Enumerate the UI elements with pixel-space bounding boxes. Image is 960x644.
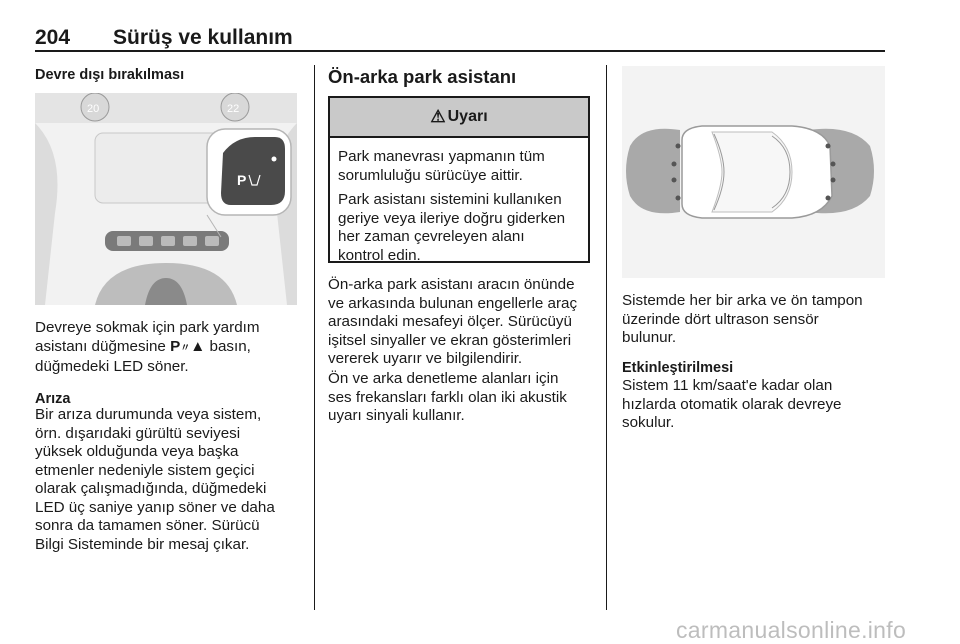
button-p-label: P [237, 172, 247, 188]
figure-sensor-zones [622, 66, 885, 278]
right-paragraph-1 [622, 292, 884, 348]
dial-right-value: 22 [227, 103, 240, 115]
text-line: düğmedeki LED söner. [35, 358, 189, 375]
text-line: bulunur. [622, 329, 677, 346]
text-line: her zaman çevreleyen alanı [338, 228, 525, 245]
page-header-title: Sürüş ve kullanım [113, 26, 293, 49]
header-rule [35, 50, 885, 52]
text-line: basın, [209, 337, 251, 355]
dial-left-value: 20 [87, 103, 100, 115]
column-divider-right [606, 65, 607, 610]
text-line: hızlarda otomatik olarak devreye [622, 395, 842, 413]
section-heading-deactivation: Devre dışı bırakılması [35, 67, 185, 83]
warning-paragraph-2 [338, 191, 580, 265]
text-line: sokulur. [622, 414, 675, 431]
warning-box [328, 96, 590, 263]
text-line: olarak çalışmadığında, düğmedeki [35, 480, 267, 497]
figure-console-button [35, 93, 297, 305]
text-line: sorumluluğu sürücüye aittir. [338, 166, 523, 184]
text-line: geriye veya ileriye doğru giderken [338, 209, 566, 227]
text-line: Bir arıza durumunda veya sistem, [35, 406, 262, 423]
warning-title: Uyarı [447, 108, 488, 125]
right-paragraph-2 [622, 377, 884, 433]
text-line: sonra da tamamen söner. Sürücü [35, 517, 260, 534]
text-line: Ön ve arka denetleme alanları için [328, 370, 559, 387]
middle-paragraph-2 [328, 370, 600, 426]
text-line: ve arkasında bulunan engellerle araç [328, 294, 578, 312]
text-line: etmenler nedeniyle sistem geçici [35, 461, 255, 479]
text-line: Park asistanı sistemini kullanıken [338, 191, 562, 208]
text-line: Sistemde her bir arka ve ön tampon [622, 292, 863, 309]
text-line: vererek uyarır ve bilgilendirir. [328, 350, 523, 367]
park-assist-icon: P〃▲ [170, 337, 206, 355]
text-line: asistanı düğmesine [35, 337, 166, 355]
middle-paragraph-1 [328, 276, 600, 369]
text-line: üzerinde dört ultrason sensör [622, 310, 819, 328]
text-line: yüksek olduğunda veya başka [35, 443, 239, 460]
section-heading-park-assist: Ön-arka park asistanı [328, 66, 517, 87]
text-line-with-icon [35, 338, 305, 359]
text-line: arasındaki mesafeyi ölçer. Sürücüyü [328, 313, 572, 330]
text-line: ses frekansları farklı olan iki akustik [328, 388, 567, 406]
text-line: kontrol edin. [338, 246, 421, 264]
page-number: 204 [35, 26, 71, 49]
watermark: carmanualsonline.info [676, 617, 907, 643]
car-sensor-illustration [622, 66, 885, 278]
text-line: Ön-arka park asistanı aracın önünde [328, 276, 575, 293]
column-divider-left [314, 65, 315, 610]
left-paragraph-2 [35, 406, 310, 554]
left-paragraph-1 [35, 319, 305, 377]
warning-header [330, 98, 588, 138]
text-line: Sistem 11 km/saat'e kadar olan [622, 377, 833, 394]
console-illustration [35, 93, 297, 305]
text-line: Bilgi Sisteminde bir mesaj çıkar. [35, 535, 250, 553]
subheading-activation: Etkinleştirilmesi [622, 360, 734, 376]
text-line: işitsel sinyaller ve ekran gösterimleri [328, 331, 572, 349]
text-line: uyarı sinyali kullanır. [328, 407, 465, 424]
text-line: Park manevrası yapmanın tüm [338, 148, 545, 165]
text-line: LED üç saniye yanıp söner ve daha [35, 498, 275, 516]
rear-sensor-zone [626, 129, 680, 214]
warning-paragraph-1 [338, 148, 580, 185]
warning-triangle-icon: ⚠ [430, 107, 446, 126]
text-line: Devreye sokmak için park yardım [35, 319, 260, 336]
text-line: örn. dışarıdaki gürültü seviyesi [35, 424, 241, 442]
warning-body [330, 138, 588, 265]
subheading-fault: Arıza [35, 391, 71, 407]
